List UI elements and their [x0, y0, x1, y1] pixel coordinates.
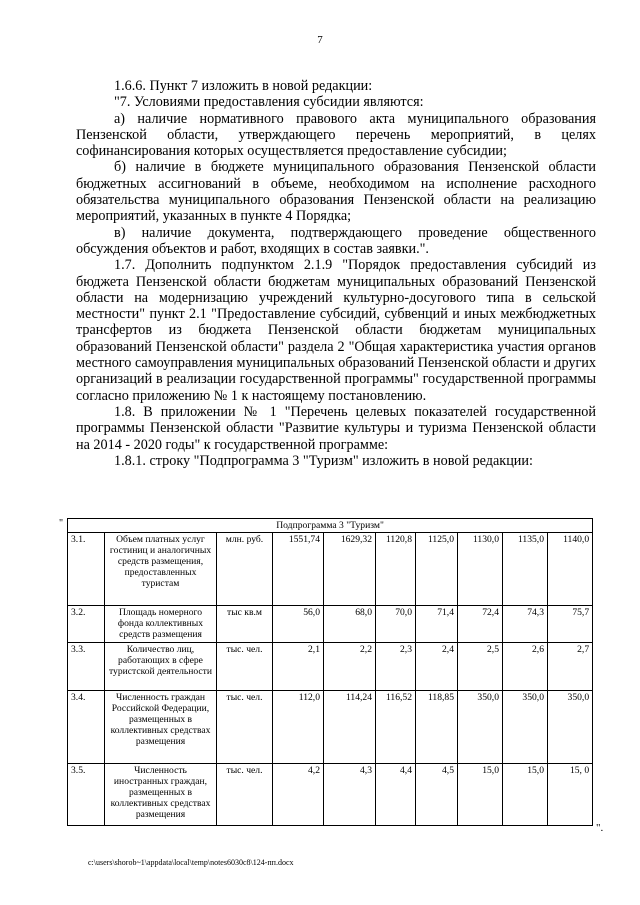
unit: млн. руб. — [217, 533, 273, 606]
value-cell: 350,0 — [458, 691, 503, 764]
value-cell: 1120,8 — [376, 533, 416, 606]
row-number: 3.3. — [68, 643, 105, 691]
unit: тыс. чел. — [217, 643, 273, 691]
table-header: Подпрограмма 3 "Туризм" — [68, 519, 593, 533]
paragraph-condition-a: а) наличие нормативного правового акта муниципального образования Пензенской области, утверждающего перечень мероприятий, в целях софинансирования которых осуществляется предоставление субсидии; — [76, 110, 596, 160]
value-cell: 1629,32 — [324, 533, 376, 606]
paragraph-7-title: "7. Условиями предоставления субсидии являются: — [114, 94, 424, 111]
value-cell: 112,0 — [273, 691, 324, 764]
value-cell: 1130,0 — [458, 533, 503, 606]
table-row — [68, 691, 593, 764]
paragraph-1-6-6: 1.6.6. Пункт 7 изложить в новой редакции: — [114, 78, 373, 94]
indicator-name: Численность иностранных граждан, размещенных в коллективных средствах размещения — [105, 764, 217, 826]
indicator-name: Количество лиц, работающих в сфере туристской деятельности — [105, 643, 217, 691]
value-cell: 71,4 — [416, 606, 458, 643]
value-cell: 2,1 — [273, 643, 324, 691]
value-cell: 68,0 — [324, 606, 376, 643]
value-cell: 4,4 — [376, 764, 416, 826]
value-cell: 15, 0 — [548, 764, 593, 826]
unit: тыс кв.м — [217, 606, 273, 643]
table-row — [68, 606, 593, 643]
value-cell: 1125,0 — [416, 533, 458, 606]
paragraph-condition-b: б) наличие в бюджете муниципального образования Пензенской области бюджетных ассигнований в объеме, необходимом на исполнение расходного обязательства муниципального образования Пензенской области на реализацию мероприятий, указанных в пункте 4 Порядка; — [76, 159, 596, 225]
page-number: 7 — [317, 34, 323, 46]
value-cell: 2,7 — [548, 643, 593, 691]
table-row — [68, 764, 593, 826]
value-cell: 15,0 — [503, 764, 548, 826]
value-cell: 56,0 — [273, 606, 324, 643]
value-cell: 2,4 — [416, 643, 458, 691]
table-row — [68, 533, 593, 606]
value-cell: 4,2 — [273, 764, 324, 826]
value-cell: 1135,0 — [503, 533, 548, 606]
value-cell: 4,5 — [416, 764, 458, 826]
value-cell: 75,7 — [548, 606, 593, 643]
value-cell: 72,4 — [458, 606, 503, 643]
value-cell: 4,3 — [324, 764, 376, 826]
row-number: 3.1. — [68, 533, 105, 606]
value-cell: 70,0 — [376, 606, 416, 643]
value-cell: 350,0 — [503, 691, 548, 764]
value-cell: 350,0 — [548, 691, 593, 764]
row-number: 3.5. — [68, 764, 105, 826]
value-cell: 1551,74 — [273, 533, 324, 606]
indicator-name: Численность граждан Российской Федерации, размещенных в коллективных средствах размещения — [105, 691, 217, 764]
subprogram-table — [67, 518, 593, 826]
unit: тыс. чел. — [217, 691, 273, 764]
table-row — [68, 643, 593, 691]
paragraph-1-7: 1.7. Дополнить подпунктом 2.1.9 "Порядок предоставления субсидий из бюджета Пензенской области бюджетам муниципальных образований Пензенской области на модернизацию учреждений культурно-досугового типа в сельской местности" пункт 2.1 "Предоставление субсидий, субвенций и иных межбюджетных трансфертов из бюджета Пензенской области бюджетам муниципальных образований Пензенской области" раздела 2 "Общая характеристика участия органов местного самоуправления муниципальных образований Пензенской области и других организаций в реализации государственной программы" государственной программы согласно приложению № 1 к настоящему постановлению. — [76, 257, 596, 404]
unit: тыс. чел. — [217, 764, 273, 826]
paragraph-condition-v: в) наличие документа, подтверждающего проведение общественного обсуждения объектов и работ, входящих в состав заявки.". — [76, 224, 596, 257]
value-cell: 2,2 — [324, 643, 376, 691]
row-number: 3.2. — [68, 606, 105, 643]
value-cell: 118,85 — [416, 691, 458, 764]
value-cell: 2,3 — [376, 643, 416, 691]
value-cell: 114,24 — [324, 691, 376, 764]
value-cell: 2,6 — [503, 643, 548, 691]
indicator-name: Объем платных услуг гостиниц и аналогичных средств размещения, предоставленных туристам — [105, 533, 217, 606]
value-cell: 15,0 — [458, 764, 503, 826]
table-header-row — [68, 519, 593, 533]
document-body — [76, 78, 596, 469]
value-cell: 1140,0 — [548, 533, 593, 606]
open-quote: " — [59, 518, 64, 529]
close-quote: ". — [596, 822, 604, 834]
paragraph-1-8-1: 1.8.1. строку "Подпрограмма 3 "Туризм" изложить в новой редакции: — [114, 452, 533, 469]
value-cell: 116,52 — [376, 691, 416, 764]
paragraph-1-8: 1.8. В приложении № 1 "Перечень целевых показателей государственной программы Пензенской области "Развитие культуры и туризма Пензенской области на 2014 - 2020 годы" к государственной программе: — [76, 403, 596, 453]
value-cell: 74,3 — [503, 606, 548, 643]
indicator-name: Площадь номерного фонда коллективных средств размещения — [105, 606, 217, 643]
value-cell: 2,5 — [458, 643, 503, 691]
footer-file-path: c:\users\shorob~1\appdata\local\temp\notes6030c8\124-пп.docx — [88, 858, 294, 867]
row-number: 3.4. — [68, 691, 105, 764]
